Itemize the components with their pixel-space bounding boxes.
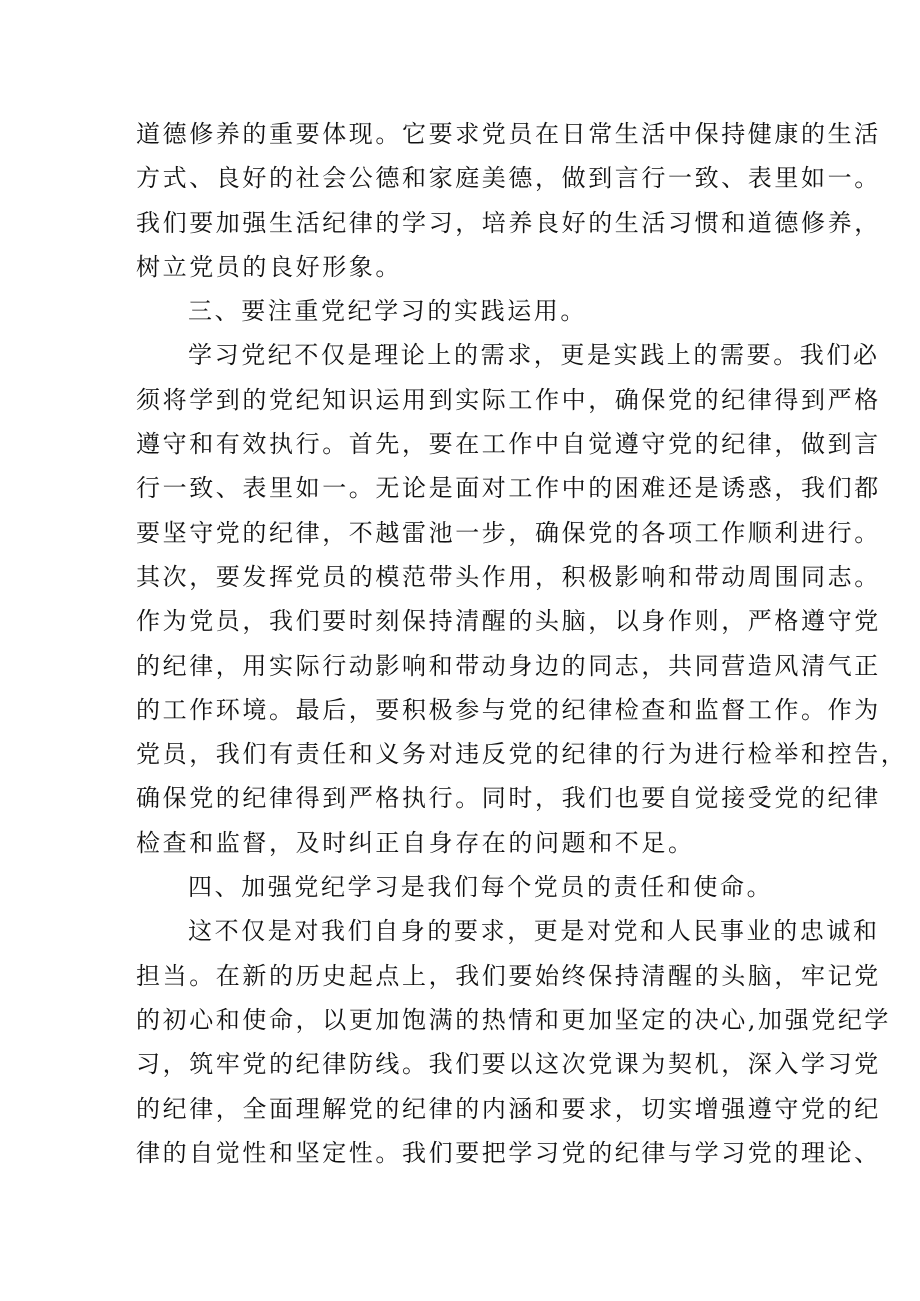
text-line: 树立党员的良好形象。 xyxy=(136,252,402,281)
text-line: 习，筑牢党的纪律防线。我们要以这次党课为契机，深入学习党 xyxy=(136,1050,881,1079)
text-line: 方式、良好的社会公德和家庭美德，做到言行一致、表里如一。 xyxy=(136,164,881,193)
text-line: 须将学到的党纪知识运用到实际工作中，确保党的纪律得到严格 xyxy=(136,385,881,414)
text-line: 遵守和有效执行。首先，要在工作中自觉遵守党的纪律，做到言 xyxy=(136,430,881,459)
text-line: 确保党的纪律得到严格执行。同时，我们也要自觉接受党的纪律 xyxy=(136,784,881,813)
text-line: 作为党员，我们要时刻保持清醒的头脑，以身作则，严格遵守党 xyxy=(136,607,881,636)
document-body xyxy=(136,112,908,1175)
text-line: 担当。在新的历史起点上，我们要始终保持清醒的头脑，牢记党 xyxy=(136,961,881,990)
paragraph-first-line: 四、加强党纪学习是我们每个党员的责任和使命。 xyxy=(188,873,774,902)
text-line: 我们要加强生活纪律的学习，培养良好的生活习惯和道德修养， xyxy=(136,208,881,237)
text-line: 的纪律，用实际行动影响和带动身边的同志，共同营造风清气正 xyxy=(136,651,881,680)
text-line: 律的自觉性和坚定性。我们要把学习党的纪律与学习党的理论、 xyxy=(136,1138,881,1167)
text-line: 行一致、表里如一。无论是面对工作中的困难还是诱惑，我们都 xyxy=(136,474,881,503)
text-line: 道德修养的重要体现。它要求党员在日常生活中保持健康的生活 xyxy=(136,120,881,148)
text-line: 其次，要发挥党员的模范带头作用，积极影响和带动周围同志。 xyxy=(136,562,881,591)
paragraph-first-line: 三、要注重党纪学习的实践运用。 xyxy=(188,297,587,326)
text-line: 党员，我们有责任和义务对违反党的纪律的行为进行检举和控告， xyxy=(136,740,908,769)
text-line: 要坚守党的纪律，不越雷池一步，确保党的各项工作顺利进行。 xyxy=(136,518,881,547)
text-line: 的纪律，全面理解党的纪律的内涵和要求，切实增强遵守党的纪 xyxy=(136,1094,881,1123)
text-line: 检查和监督，及时纠正自身存在的问题和不足。 xyxy=(136,828,695,857)
text-line: 的初心和使命，以更加饱满的热情和更加坚定的决心,加强党纪学 xyxy=(136,1005,892,1034)
text-line: 的工作环境。最后，要积极参与党的纪律检查和监督工作。作为 xyxy=(136,695,881,724)
paragraph-first-line: 这不仅是对我们自身的要求，更是对党和人民事业的忠诚和 xyxy=(188,917,880,946)
paragraph-first-line: 学习党纪不仅是理论上的需求，更是实践上的需要。我们必 xyxy=(188,341,880,370)
